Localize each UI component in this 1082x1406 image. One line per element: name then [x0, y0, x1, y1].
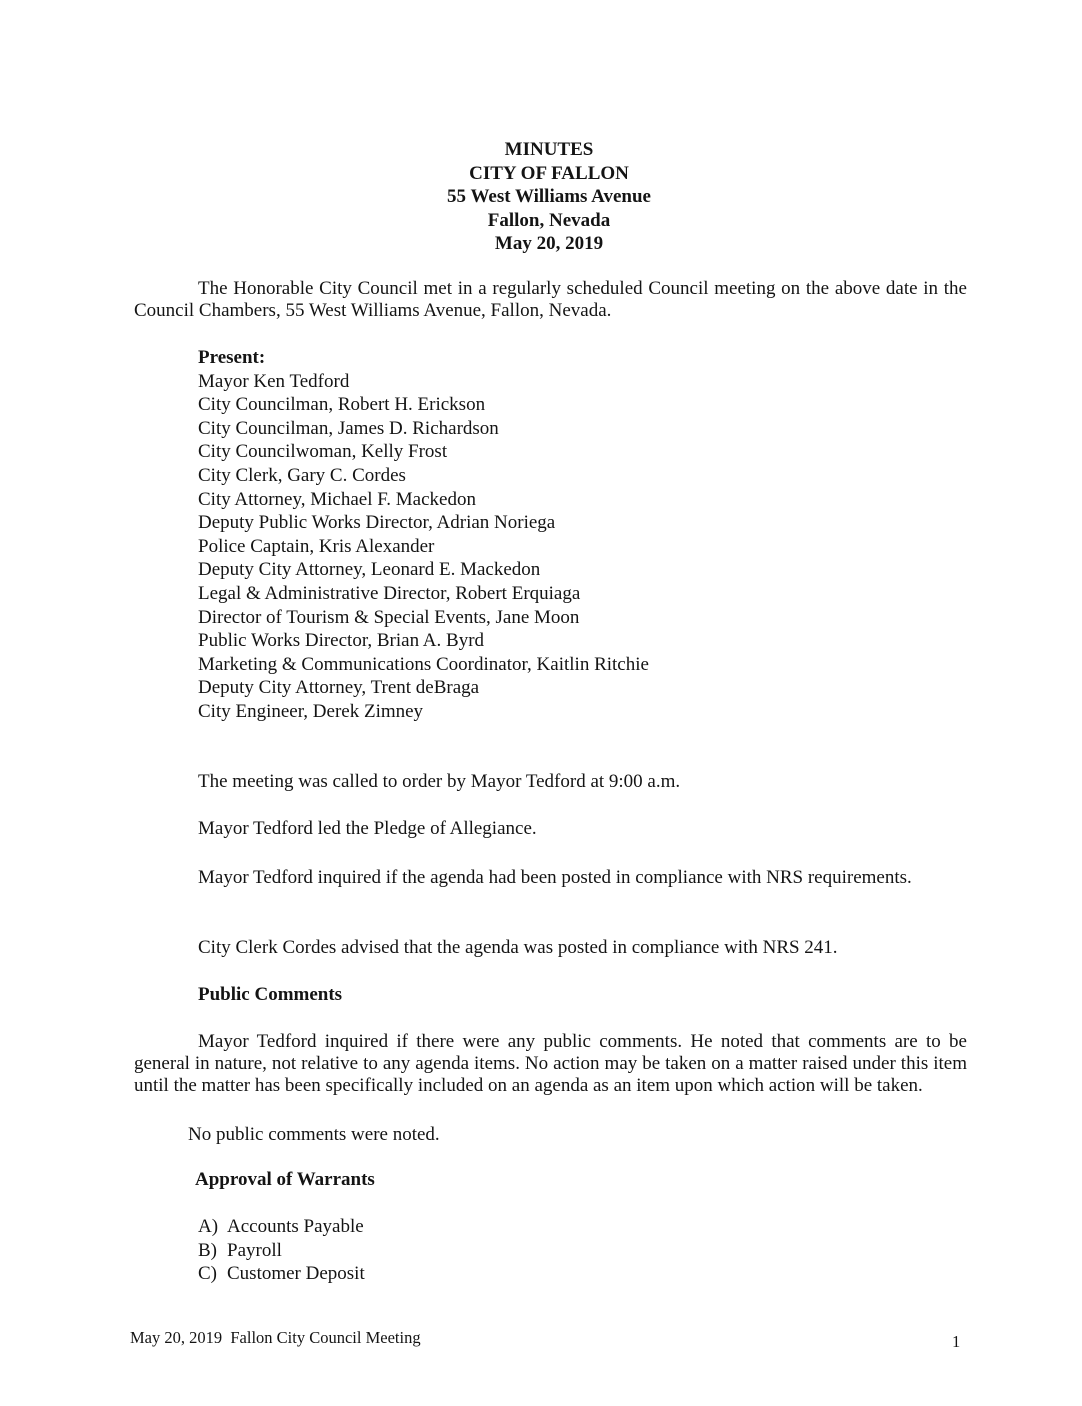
list-item [198, 1215, 365, 1239]
attendee: Mayor Ken Tedford [198, 370, 350, 392]
no-public-comments-note: No public comments were noted. [188, 1124, 440, 1145]
attendee: Deputy City Attorney, Trent deBraga [198, 677, 480, 699]
attendee: City Councilman, James D. Richardson [198, 417, 499, 439]
attendee: Legal & Administrative Director, Robert Erquiaga [198, 582, 581, 604]
attendee: Director of Tourism & Special Events, Jane Moon [198, 606, 580, 628]
header-location: Fallon, Nevada [487, 209, 611, 231]
list-item [198, 1262, 365, 1286]
present-section [198, 346, 649, 724]
public-comments-heading: Public Comments [198, 984, 343, 1005]
page-number: 1 [952, 1332, 961, 1351]
list-item-label: Accounts Payable [227, 1216, 364, 1237]
attendee: City Engineer, Derek Zimney [198, 700, 424, 722]
attendee: City Councilwoman, Kelly Frost [198, 441, 448, 463]
intro-paragraph: The Honorable City Council met in a regularly scheduled Council meeting on the above date in the Council Chambers, 55 West Williams Avenue, Fallon, Nevada. [134, 278, 967, 321]
list-item-label: Customer Deposit [227, 1263, 365, 1284]
list-item-letter: A) [198, 1216, 219, 1237]
attendee: Police Captain, Kris Alexander [198, 535, 435, 557]
warrants-list [198, 1215, 365, 1286]
header-address: 55 West Williams Avenue [447, 186, 651, 207]
attendee: City Clerk, Gary C. Cordes [198, 464, 406, 486]
attendee: City Attorney, Michael F. Mackedon [198, 488, 476, 510]
attendee: Deputy City Attorney, Leonard E. Mackedon [198, 559, 541, 581]
present-heading: Present: [198, 347, 266, 368]
called-to-order-paragraph: The meeting was called to order by Mayor Tedford at 9:00 a.m. [198, 771, 681, 792]
list-item-letter: C) [198, 1263, 217, 1284]
header-city: CITY OF FALLON [469, 162, 629, 184]
pledge-paragraph: Mayor Tedford led the Pledge of Allegiance. [198, 818, 537, 839]
header-date: May 20, 2019 [494, 233, 604, 254]
attendee: Public Works Director, Brian A. Byrd [198, 630, 485, 652]
approval-of-warrants-heading: Approval of Warrants [195, 1169, 375, 1190]
list-item-letter: B) [198, 1239, 217, 1261]
public-comments-paragraph: Mayor Tedford inquired if there were any public comments. He noted that comments are to be general in nature, not relative to any agenda items. No action may be taken on a matter raised under this item until the matter has been specifically included on an agenda as an item upon which action will be taken. [134, 1031, 967, 1096]
footer-title: May 20, 2019 Fallon City Council Meeting [130, 1328, 421, 1347]
attendee: Marketing & Communications Coordinator, Kaitlin Ritchie [198, 653, 649, 675]
list-item-label: Payroll [227, 1239, 282, 1261]
agenda-inquiry-paragraph: Mayor Tedford inquired if the agenda had been posted in compliance with NRS requirements. [198, 867, 912, 888]
clerk-advised-paragraph: City Clerk Cordes advised that the agenda was posted in compliance with NRS 241. [198, 937, 838, 958]
header-title: MINUTES [504, 139, 594, 160]
attendee: City Councilman, Robert H. Erickson [198, 394, 486, 416]
list-item [198, 1239, 365, 1263]
attendee: Deputy Public Works Director, Adrian Noriega [198, 512, 556, 534]
document-header [0, 138, 1082, 256]
